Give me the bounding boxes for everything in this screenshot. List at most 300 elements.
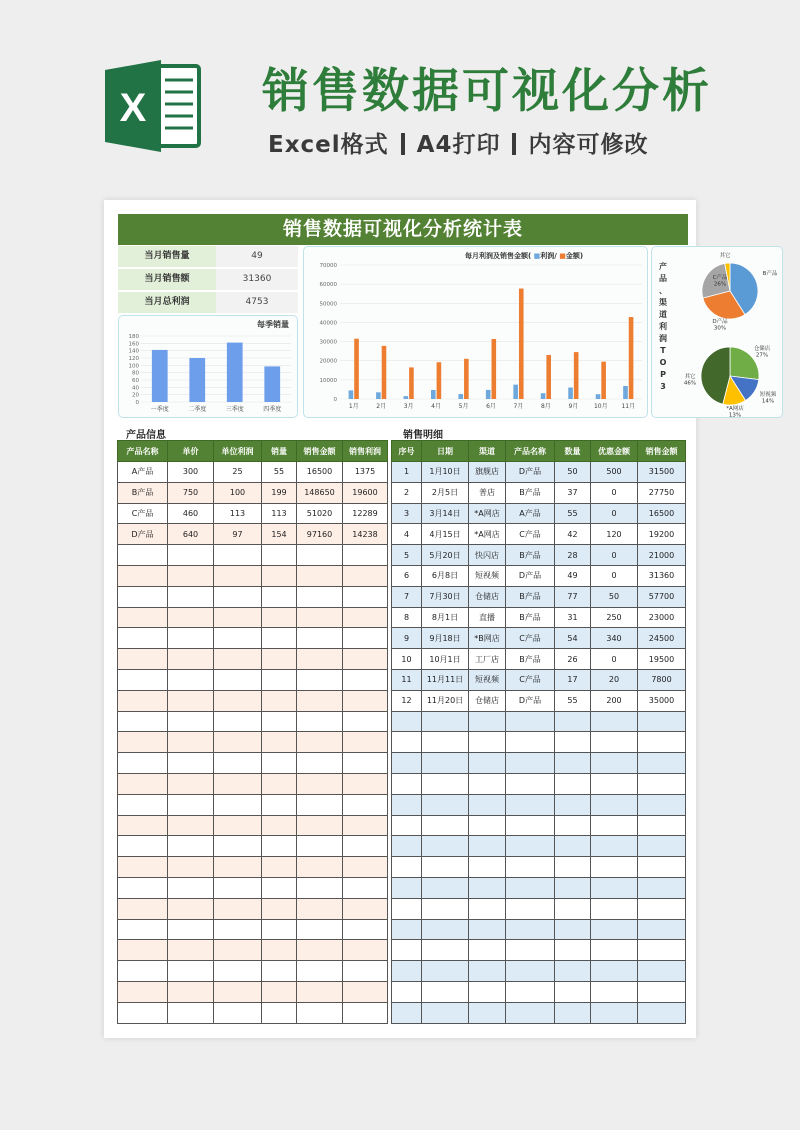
- table-cell[interactable]: 8: [392, 607, 422, 628]
- table-cell[interactable]: [297, 628, 343, 649]
- table-cell[interactable]: [214, 940, 262, 961]
- table-cell[interactable]: 42: [555, 524, 591, 545]
- table-cell[interactable]: [168, 815, 214, 836]
- table-cell[interactable]: [262, 857, 297, 878]
- kpi-value[interactable]: 31360: [216, 269, 298, 290]
- table-cell[interactable]: 500: [591, 462, 638, 483]
- table-cell[interactable]: [392, 753, 422, 774]
- table-cell[interactable]: [297, 607, 343, 628]
- table-cell[interactable]: [469, 961, 506, 982]
- table-cell[interactable]: 28: [555, 545, 591, 566]
- table-cell[interactable]: [118, 649, 168, 670]
- table-cell[interactable]: [343, 961, 388, 982]
- table-cell[interactable]: [168, 877, 214, 898]
- table-cell[interactable]: [392, 732, 422, 753]
- table-cell[interactable]: [469, 857, 506, 878]
- table-cell[interactable]: [555, 773, 591, 794]
- table-cell[interactable]: 26: [555, 649, 591, 670]
- table-cell[interactable]: [118, 898, 168, 919]
- table-cell[interactable]: 14238: [343, 524, 388, 545]
- table-cell[interactable]: [118, 711, 168, 732]
- table-cell[interactable]: [262, 919, 297, 940]
- table-cell[interactable]: [392, 836, 422, 857]
- table-cell[interactable]: [262, 836, 297, 857]
- table-cell[interactable]: 11月11日: [422, 669, 469, 690]
- table-cell[interactable]: [297, 649, 343, 670]
- table-cell[interactable]: 199: [262, 482, 297, 503]
- table-cell[interactable]: [392, 773, 422, 794]
- table-cell[interactable]: [262, 1002, 297, 1023]
- table-cell[interactable]: [555, 794, 591, 815]
- table-cell[interactable]: D产品: [506, 462, 555, 483]
- table-cell[interactable]: B产品: [118, 482, 168, 503]
- table-cell[interactable]: [297, 981, 343, 1002]
- table-cell[interactable]: 7: [392, 586, 422, 607]
- table-cell[interactable]: [638, 857, 686, 878]
- table-cell[interactable]: [262, 586, 297, 607]
- table-cell[interactable]: [262, 669, 297, 690]
- table-cell[interactable]: 50: [555, 462, 591, 483]
- table-cell[interactable]: [343, 732, 388, 753]
- table-cell[interactable]: [118, 545, 168, 566]
- table-cell[interactable]: [297, 961, 343, 982]
- table-cell[interactable]: [469, 815, 506, 836]
- table-cell[interactable]: 短视频: [469, 669, 506, 690]
- table-cell[interactable]: 113: [214, 503, 262, 524]
- table-cell[interactable]: 300: [168, 462, 214, 483]
- table-cell[interactable]: [638, 711, 686, 732]
- table-cell[interactable]: [168, 753, 214, 774]
- table-cell[interactable]: [469, 877, 506, 898]
- table-cell[interactable]: [168, 1002, 214, 1023]
- table-cell[interactable]: [343, 669, 388, 690]
- table-cell[interactable]: 1375: [343, 462, 388, 483]
- table-cell[interactable]: [297, 836, 343, 857]
- table-cell[interactable]: [506, 753, 555, 774]
- table-cell[interactable]: [422, 732, 469, 753]
- table-cell[interactable]: [262, 711, 297, 732]
- table-cell[interactable]: [214, 565, 262, 586]
- table-cell[interactable]: C产品: [506, 628, 555, 649]
- table-cell[interactable]: [555, 857, 591, 878]
- table-cell[interactable]: [262, 794, 297, 815]
- table-cell[interactable]: [168, 628, 214, 649]
- table-cell[interactable]: 8月1日: [422, 607, 469, 628]
- table-cell[interactable]: [262, 961, 297, 982]
- table-cell[interactable]: 97160: [297, 524, 343, 545]
- table-cell[interactable]: [343, 607, 388, 628]
- table-cell[interactable]: 6: [392, 565, 422, 586]
- table-cell[interactable]: 工厂店: [469, 649, 506, 670]
- table-cell[interactable]: [214, 919, 262, 940]
- table-cell[interactable]: [555, 940, 591, 961]
- table-cell[interactable]: [214, 981, 262, 1002]
- table-cell[interactable]: 10: [392, 649, 422, 670]
- table-cell[interactable]: [506, 711, 555, 732]
- table-cell[interactable]: [591, 815, 638, 836]
- table-cell[interactable]: [118, 565, 168, 586]
- table-cell[interactable]: [422, 940, 469, 961]
- table-cell[interactable]: [214, 669, 262, 690]
- table-cell[interactable]: [506, 857, 555, 878]
- table-cell[interactable]: [469, 773, 506, 794]
- table-cell[interactable]: [469, 898, 506, 919]
- table-cell[interactable]: [297, 794, 343, 815]
- table-cell[interactable]: [343, 649, 388, 670]
- table-cell[interactable]: [392, 919, 422, 940]
- table-cell[interactable]: [392, 981, 422, 1002]
- table-cell[interactable]: [168, 732, 214, 753]
- table-cell[interactable]: 9: [392, 628, 422, 649]
- table-cell[interactable]: [118, 690, 168, 711]
- table-cell[interactable]: [506, 815, 555, 836]
- table-cell[interactable]: [506, 794, 555, 815]
- table-cell[interactable]: [343, 628, 388, 649]
- table-cell[interactable]: 7800: [638, 669, 686, 690]
- table-cell[interactable]: [555, 836, 591, 857]
- table-cell[interactable]: [118, 628, 168, 649]
- table-cell[interactable]: [262, 565, 297, 586]
- table-cell[interactable]: [168, 794, 214, 815]
- table-cell[interactable]: 16500: [297, 462, 343, 483]
- table-cell[interactable]: [506, 836, 555, 857]
- table-cell[interactable]: [168, 919, 214, 940]
- table-cell[interactable]: [469, 732, 506, 753]
- table-cell[interactable]: [506, 940, 555, 961]
- table-cell[interactable]: [392, 711, 422, 732]
- table-cell[interactable]: [591, 898, 638, 919]
- table-cell[interactable]: [555, 898, 591, 919]
- table-cell[interactable]: [214, 690, 262, 711]
- table-cell[interactable]: [168, 940, 214, 961]
- table-cell[interactable]: 19500: [638, 649, 686, 670]
- table-cell[interactable]: 97: [214, 524, 262, 545]
- table-cell[interactable]: 57700: [638, 586, 686, 607]
- table-cell[interactable]: [638, 794, 686, 815]
- table-cell[interactable]: [297, 898, 343, 919]
- table-cell[interactable]: [343, 545, 388, 566]
- table-cell[interactable]: 19200: [638, 524, 686, 545]
- table-cell[interactable]: [262, 732, 297, 753]
- table-cell[interactable]: [262, 690, 297, 711]
- table-cell[interactable]: C产品: [506, 524, 555, 545]
- table-cell[interactable]: A产品: [506, 503, 555, 524]
- table-cell[interactable]: 9月18日: [422, 628, 469, 649]
- table-cell[interactable]: 16500: [638, 503, 686, 524]
- table-cell[interactable]: [392, 940, 422, 961]
- table-cell[interactable]: [392, 961, 422, 982]
- table-cell[interactable]: [118, 940, 168, 961]
- table-cell[interactable]: [214, 836, 262, 857]
- table-cell[interactable]: [262, 649, 297, 670]
- table-cell[interactable]: [118, 1002, 168, 1023]
- table-cell[interactable]: [591, 857, 638, 878]
- table-cell[interactable]: 3: [392, 503, 422, 524]
- table-cell[interactable]: *A网店: [469, 503, 506, 524]
- table-cell[interactable]: 直播: [469, 607, 506, 628]
- table-cell[interactable]: [469, 794, 506, 815]
- table-cell[interactable]: [262, 981, 297, 1002]
- table-cell[interactable]: [262, 898, 297, 919]
- table-cell[interactable]: [638, 815, 686, 836]
- table-cell[interactable]: [555, 732, 591, 753]
- table-cell[interactable]: [638, 1002, 686, 1023]
- table-cell[interactable]: 640: [168, 524, 214, 545]
- table-cell[interactable]: 54: [555, 628, 591, 649]
- table-cell[interactable]: [343, 711, 388, 732]
- table-cell[interactable]: [422, 877, 469, 898]
- table-cell[interactable]: [591, 877, 638, 898]
- table-cell[interactable]: 仓储店: [469, 586, 506, 607]
- table-cell[interactable]: [118, 794, 168, 815]
- table-cell[interactable]: 35000: [638, 690, 686, 711]
- table-cell[interactable]: [638, 981, 686, 1002]
- table-cell[interactable]: [343, 836, 388, 857]
- table-cell[interactable]: [591, 773, 638, 794]
- table-cell[interactable]: [422, 773, 469, 794]
- table-cell[interactable]: B产品: [506, 586, 555, 607]
- table-cell[interactable]: [297, 545, 343, 566]
- table-cell[interactable]: [214, 961, 262, 982]
- table-cell[interactable]: 148650: [297, 482, 343, 503]
- table-cell[interactable]: D产品: [506, 565, 555, 586]
- table-cell[interactable]: D产品: [506, 690, 555, 711]
- table-cell[interactable]: B产品: [506, 607, 555, 628]
- table-cell[interactable]: [214, 773, 262, 794]
- table-cell[interactable]: [214, 1002, 262, 1023]
- table-cell[interactable]: [343, 690, 388, 711]
- table-cell[interactable]: 短视频: [469, 565, 506, 586]
- table-cell[interactable]: [343, 981, 388, 1002]
- table-cell[interactable]: [118, 607, 168, 628]
- table-cell[interactable]: [262, 753, 297, 774]
- table-cell[interactable]: [392, 1002, 422, 1023]
- table-cell[interactable]: [262, 773, 297, 794]
- table-cell[interactable]: [422, 919, 469, 940]
- table-cell[interactable]: [297, 565, 343, 586]
- table-cell[interactable]: [262, 815, 297, 836]
- table-cell[interactable]: [638, 961, 686, 982]
- table-cell[interactable]: 1月10日: [422, 462, 469, 483]
- table-cell[interactable]: 11: [392, 669, 422, 690]
- table-cell[interactable]: [392, 815, 422, 836]
- table-cell[interactable]: [297, 940, 343, 961]
- table-cell[interactable]: [118, 961, 168, 982]
- table-cell[interactable]: 5月20日: [422, 545, 469, 566]
- table-cell[interactable]: [168, 773, 214, 794]
- table-cell[interactable]: *B网店: [469, 628, 506, 649]
- table-cell[interactable]: [168, 836, 214, 857]
- table-cell[interactable]: [214, 898, 262, 919]
- table-cell[interactable]: 31: [555, 607, 591, 628]
- table-cell[interactable]: [591, 981, 638, 1002]
- table-cell[interactable]: [214, 607, 262, 628]
- table-cell[interactable]: [638, 753, 686, 774]
- table-cell[interactable]: 7月30日: [422, 586, 469, 607]
- table-cell[interactable]: [422, 857, 469, 878]
- table-cell[interactable]: [343, 586, 388, 607]
- table-cell[interactable]: 23000: [638, 607, 686, 628]
- table-cell[interactable]: [297, 732, 343, 753]
- table-cell[interactable]: [297, 815, 343, 836]
- table-cell[interactable]: 460: [168, 503, 214, 524]
- table-cell[interactable]: 12289: [343, 503, 388, 524]
- table-cell[interactable]: 37: [555, 482, 591, 503]
- table-cell[interactable]: 113: [262, 503, 297, 524]
- table-cell[interactable]: [591, 961, 638, 982]
- table-cell[interactable]: [168, 565, 214, 586]
- table-cell[interactable]: [506, 877, 555, 898]
- table-cell[interactable]: [297, 753, 343, 774]
- table-cell[interactable]: [422, 981, 469, 1002]
- table-cell[interactable]: [297, 773, 343, 794]
- kpi-value[interactable]: 49: [216, 246, 298, 267]
- table-cell[interactable]: [262, 940, 297, 961]
- table-cell[interactable]: [214, 877, 262, 898]
- table-cell[interactable]: 21000: [638, 545, 686, 566]
- table-cell[interactable]: [343, 877, 388, 898]
- table-cell[interactable]: [591, 836, 638, 857]
- table-cell[interactable]: [168, 857, 214, 878]
- table-cell[interactable]: 31500: [638, 462, 686, 483]
- table-cell[interactable]: [555, 753, 591, 774]
- table-cell[interactable]: [343, 898, 388, 919]
- table-cell[interactable]: [469, 940, 506, 961]
- table-cell[interactable]: [262, 877, 297, 898]
- table-cell[interactable]: 24500: [638, 628, 686, 649]
- table-cell[interactable]: [555, 815, 591, 836]
- table-cell[interactable]: [297, 669, 343, 690]
- table-cell[interactable]: [343, 753, 388, 774]
- table-cell[interactable]: 快闪店: [469, 545, 506, 566]
- table-cell[interactable]: [118, 753, 168, 774]
- table-cell[interactable]: C产品: [118, 503, 168, 524]
- table-cell[interactable]: [297, 919, 343, 940]
- table-cell[interactable]: [343, 940, 388, 961]
- table-cell[interactable]: 20: [591, 669, 638, 690]
- table-cell[interactable]: [392, 794, 422, 815]
- table-cell[interactable]: B产品: [506, 649, 555, 670]
- table-cell[interactable]: [214, 649, 262, 670]
- table-cell[interactable]: C产品: [506, 669, 555, 690]
- table-cell[interactable]: 0: [591, 503, 638, 524]
- table-cell[interactable]: B产品: [506, 482, 555, 503]
- table-cell[interactable]: [343, 794, 388, 815]
- table-cell[interactable]: 3月14日: [422, 503, 469, 524]
- table-cell[interactable]: 340: [591, 628, 638, 649]
- table-cell[interactable]: 750: [168, 482, 214, 503]
- table-cell[interactable]: [506, 1002, 555, 1023]
- table-cell[interactable]: 25: [214, 462, 262, 483]
- table-cell[interactable]: 49: [555, 565, 591, 586]
- kpi-value[interactable]: 4753: [216, 292, 298, 313]
- table-cell[interactable]: [214, 815, 262, 836]
- table-cell[interactable]: [392, 877, 422, 898]
- table-cell[interactable]: [214, 794, 262, 815]
- table-cell[interactable]: [297, 711, 343, 732]
- table-cell[interactable]: [469, 753, 506, 774]
- table-cell[interactable]: 55: [555, 690, 591, 711]
- table-cell[interactable]: [343, 1002, 388, 1023]
- table-cell[interactable]: [555, 1002, 591, 1023]
- table-cell[interactable]: [168, 961, 214, 982]
- table-cell[interactable]: [214, 857, 262, 878]
- table-cell[interactable]: [506, 732, 555, 753]
- table-cell[interactable]: [422, 961, 469, 982]
- table-cell[interactable]: [591, 711, 638, 732]
- table-cell[interactable]: B产品: [506, 545, 555, 566]
- table-cell[interactable]: [638, 836, 686, 857]
- table-cell[interactable]: 0: [591, 649, 638, 670]
- table-cell[interactable]: [214, 545, 262, 566]
- table-cell[interactable]: D产品: [118, 524, 168, 545]
- table-cell[interactable]: [422, 711, 469, 732]
- table-cell[interactable]: [422, 836, 469, 857]
- table-cell[interactable]: 55: [555, 503, 591, 524]
- table-cell[interactable]: [214, 628, 262, 649]
- table-cell[interactable]: [555, 711, 591, 732]
- table-cell[interactable]: [506, 898, 555, 919]
- table-cell[interactable]: [422, 1002, 469, 1023]
- table-cell[interactable]: 旗舰店: [469, 462, 506, 483]
- table-cell[interactable]: [506, 961, 555, 982]
- table-cell[interactable]: [555, 981, 591, 1002]
- table-cell[interactable]: 51020: [297, 503, 343, 524]
- table-cell[interactable]: [168, 898, 214, 919]
- table-cell[interactable]: [297, 586, 343, 607]
- table-cell[interactable]: [168, 649, 214, 670]
- table-cell[interactable]: [118, 669, 168, 690]
- table-cell[interactable]: [469, 711, 506, 732]
- table-cell[interactable]: [422, 898, 469, 919]
- table-cell[interactable]: [638, 919, 686, 940]
- table-cell[interactable]: [118, 877, 168, 898]
- table-cell[interactable]: [392, 898, 422, 919]
- table-cell[interactable]: [469, 981, 506, 1002]
- table-cell[interactable]: 31360: [638, 565, 686, 586]
- table-cell[interactable]: [214, 711, 262, 732]
- table-cell[interactable]: 250: [591, 607, 638, 628]
- table-cell[interactable]: [297, 1002, 343, 1023]
- table-cell[interactable]: 仓储店: [469, 690, 506, 711]
- table-cell[interactable]: [591, 919, 638, 940]
- table-cell[interactable]: 1: [392, 462, 422, 483]
- table-cell[interactable]: 55: [262, 462, 297, 483]
- table-cell[interactable]: [469, 919, 506, 940]
- table-cell[interactable]: 5: [392, 545, 422, 566]
- table-cell[interactable]: [591, 794, 638, 815]
- table-cell[interactable]: *A网店: [469, 524, 506, 545]
- table-cell[interactable]: [118, 857, 168, 878]
- table-cell[interactable]: [118, 586, 168, 607]
- table-cell[interactable]: [506, 919, 555, 940]
- table-cell[interactable]: 0: [591, 545, 638, 566]
- table-cell[interactable]: 11月20日: [422, 690, 469, 711]
- table-cell[interactable]: [214, 586, 262, 607]
- table-cell[interactable]: [506, 773, 555, 794]
- table-cell[interactable]: [422, 815, 469, 836]
- table-cell[interactable]: [168, 607, 214, 628]
- table-cell[interactable]: [168, 981, 214, 1002]
- table-cell[interactable]: 4月15日: [422, 524, 469, 545]
- table-cell[interactable]: [555, 961, 591, 982]
- table-cell[interactable]: [168, 545, 214, 566]
- table-cell[interactable]: 50: [591, 586, 638, 607]
- table-cell[interactable]: [506, 981, 555, 1002]
- table-cell[interactable]: [638, 877, 686, 898]
- table-cell[interactable]: 200: [591, 690, 638, 711]
- table-cell[interactable]: 19600: [343, 482, 388, 503]
